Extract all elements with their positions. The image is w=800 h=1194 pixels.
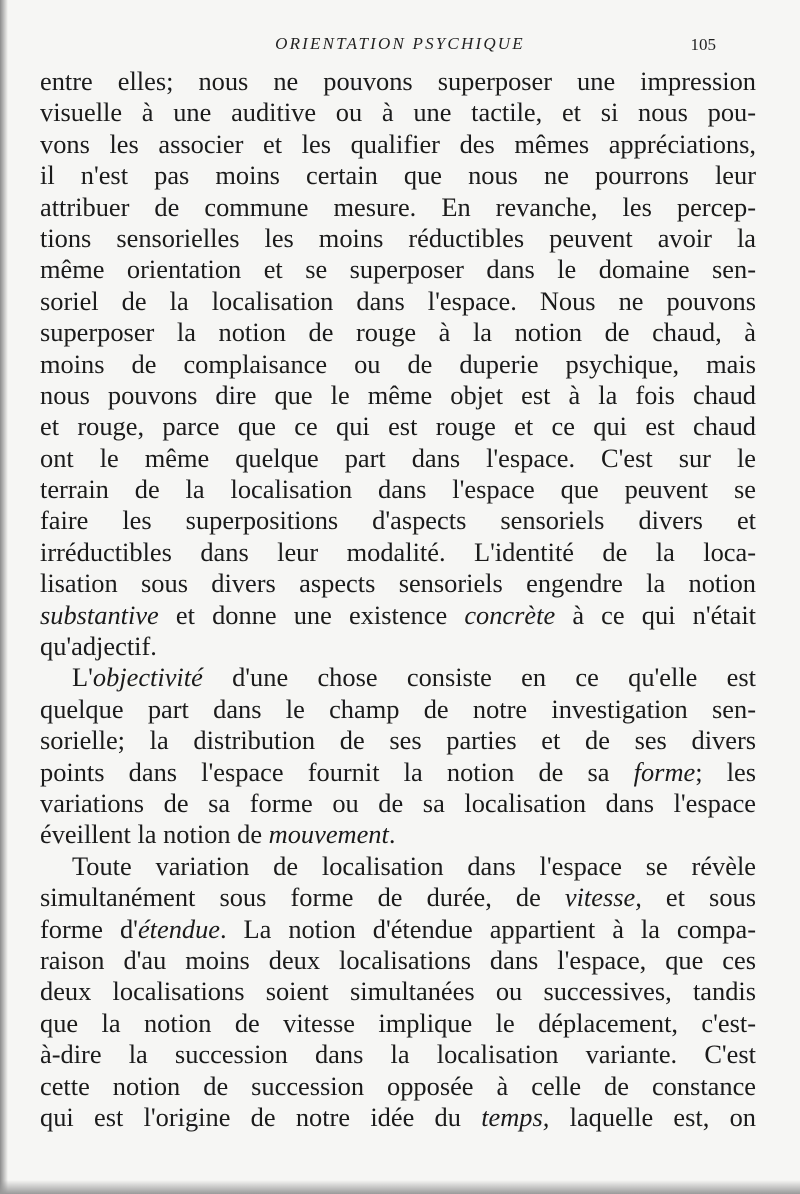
text-run: vons les associer et les qualifier des mêmes appréciations,: [40, 128, 756, 159]
text-run: qui est l'origine de notre idée du: [40, 1101, 482, 1132]
text-run: variations de sa forme ou de sa localisation dans l'espace: [40, 787, 756, 818]
text-line: [40, 443, 756, 474]
page-number: 105: [690, 35, 716, 54]
text-run: il n'est pas moins certain que nous ne pourrons leur: [40, 160, 756, 191]
text-run: terrain de la localisation dans l'espace que peuvent se: [40, 474, 756, 505]
text-run: entre elles; nous ne pouvons superposer une impression: [40, 66, 756, 96]
text-line: [40, 537, 756, 568]
text-run: quelque part dans le champ de notre investigation sen-: [40, 693, 756, 724]
text-run: L': [72, 662, 93, 693]
text-run: .: [388, 819, 396, 850]
text-line: [40, 192, 756, 223]
text-line: [40, 725, 756, 756]
text-run: même orientation et se superposer dans le domaine sen-: [40, 254, 756, 285]
text-line: [40, 160, 756, 191]
text-run: lisation sous divers aspects sensoriels engendre la notion: [40, 568, 756, 599]
text-line: [40, 474, 756, 505]
text-run: moins de complaisance ou de duperie psychique, mais: [40, 348, 756, 379]
text-run: visuelle à une auditive ou à une tactile, et si nous pou-: [40, 97, 756, 128]
text-line: [40, 694, 756, 725]
text-run: et sous: [641, 882, 756, 913]
text-line: [40, 411, 756, 442]
text-line: [40, 1071, 756, 1102]
text-run: . La notion d'étendue appartient à la compa-: [220, 913, 757, 944]
text-line: [40, 505, 756, 536]
text-line: [40, 317, 756, 348]
italic-term: temps,: [481, 1101, 550, 1132]
text-run: deux localisations soient simultanées ou successives, tandis: [40, 976, 756, 1007]
text-line: [40, 568, 756, 599]
italic-term: concrète: [464, 599, 556, 630]
text-line: [40, 882, 756, 913]
text-line: [40, 945, 756, 976]
text-line: [40, 757, 756, 788]
text-run: ; les: [695, 756, 757, 787]
text-line: [40, 223, 756, 254]
italic-term: substantive: [40, 599, 159, 630]
text-run: points dans l'espace fournit la notion de sa: [40, 756, 634, 787]
text-line: [40, 129, 756, 160]
text-run: ont le même quelque part dans l'espace. C'est sur le: [40, 442, 756, 473]
page-bottom-shadow: [0, 1180, 800, 1194]
text-run: qu'adjectif.: [40, 631, 157, 662]
text-run: simultanément sous forme de durée, de: [40, 882, 565, 913]
text-line: [40, 97, 756, 128]
text-line: [40, 851, 756, 882]
text-line: [40, 976, 756, 1007]
text-run: raison d'au moins deux localisations dans l'espace, que ces: [40, 944, 756, 975]
text-line: [40, 819, 756, 850]
text-run: tions sensorielles les moins réductibles peuvent avoir la: [40, 222, 756, 253]
running-head: [40, 0, 760, 56]
text-line: [40, 380, 756, 411]
text-run: cette notion de succession opposée à celle de constance: [40, 1070, 756, 1101]
text-line: [40, 662, 756, 693]
text-run: nous pouvons dire que le même objet est à la fois chaud: [40, 379, 756, 410]
text-line: [40, 1039, 756, 1070]
text-line: [40, 66, 756, 97]
text-run: Toute variation de localisation dans l'espace se révèle: [72, 850, 756, 881]
text-run: à ce qui n'était: [555, 599, 756, 630]
text-line: [40, 349, 756, 380]
text-line: [40, 1008, 756, 1039]
text-line: [40, 914, 756, 945]
text-run: attribuer de commune mesure. En revanche, les percep-: [40, 191, 756, 222]
text-run: forme d': [40, 913, 138, 944]
italic-term: forme: [633, 756, 696, 787]
italic-term: étendue: [137, 913, 220, 944]
text-line: [40, 286, 756, 317]
text-run: soriel de la localisation dans l'espace. Nous ne pouvons: [40, 285, 756, 316]
text-line: [40, 631, 756, 662]
text-run: et rouge, parce que ce qui est rouge et ce qui est chaud: [40, 411, 756, 442]
text-line: [40, 254, 756, 285]
text-run: faire les superpositions d'aspects sensoriels divers et: [40, 505, 756, 536]
text-run: et donne une existence: [158, 599, 465, 630]
running-title: ORIENTATION PSYCHIQUE: [275, 34, 525, 53]
text-run: laquelle est, on: [549, 1101, 756, 1132]
text-run: que la notion de vitesse implique le déplacement, c'est-: [40, 1007, 756, 1038]
text-line: [40, 788, 756, 819]
body-text: [40, 66, 756, 1133]
text-run: sorielle; la distribution de ses parties et de ses divers: [40, 725, 756, 756]
text-line: [40, 600, 756, 631]
text-run: irréductibles dans leur modalité. L'identité de la loca-: [40, 536, 756, 567]
text-run: superposer la notion de rouge à la notion de chaud, à: [40, 317, 756, 348]
text-line: [40, 1102, 756, 1133]
text-run: à-dire la succession dans la localisation variante. C'est: [40, 1039, 756, 1070]
italic-term: mouvement: [268, 819, 389, 850]
italic-term: objectivité: [92, 662, 203, 693]
page-edge-shadow: [0, 0, 8, 1194]
text-run: éveillent la notion de: [40, 819, 269, 850]
italic-term: vitesse,: [564, 882, 642, 913]
text-run: d'une chose consiste en ce qu'elle est: [202, 662, 756, 693]
